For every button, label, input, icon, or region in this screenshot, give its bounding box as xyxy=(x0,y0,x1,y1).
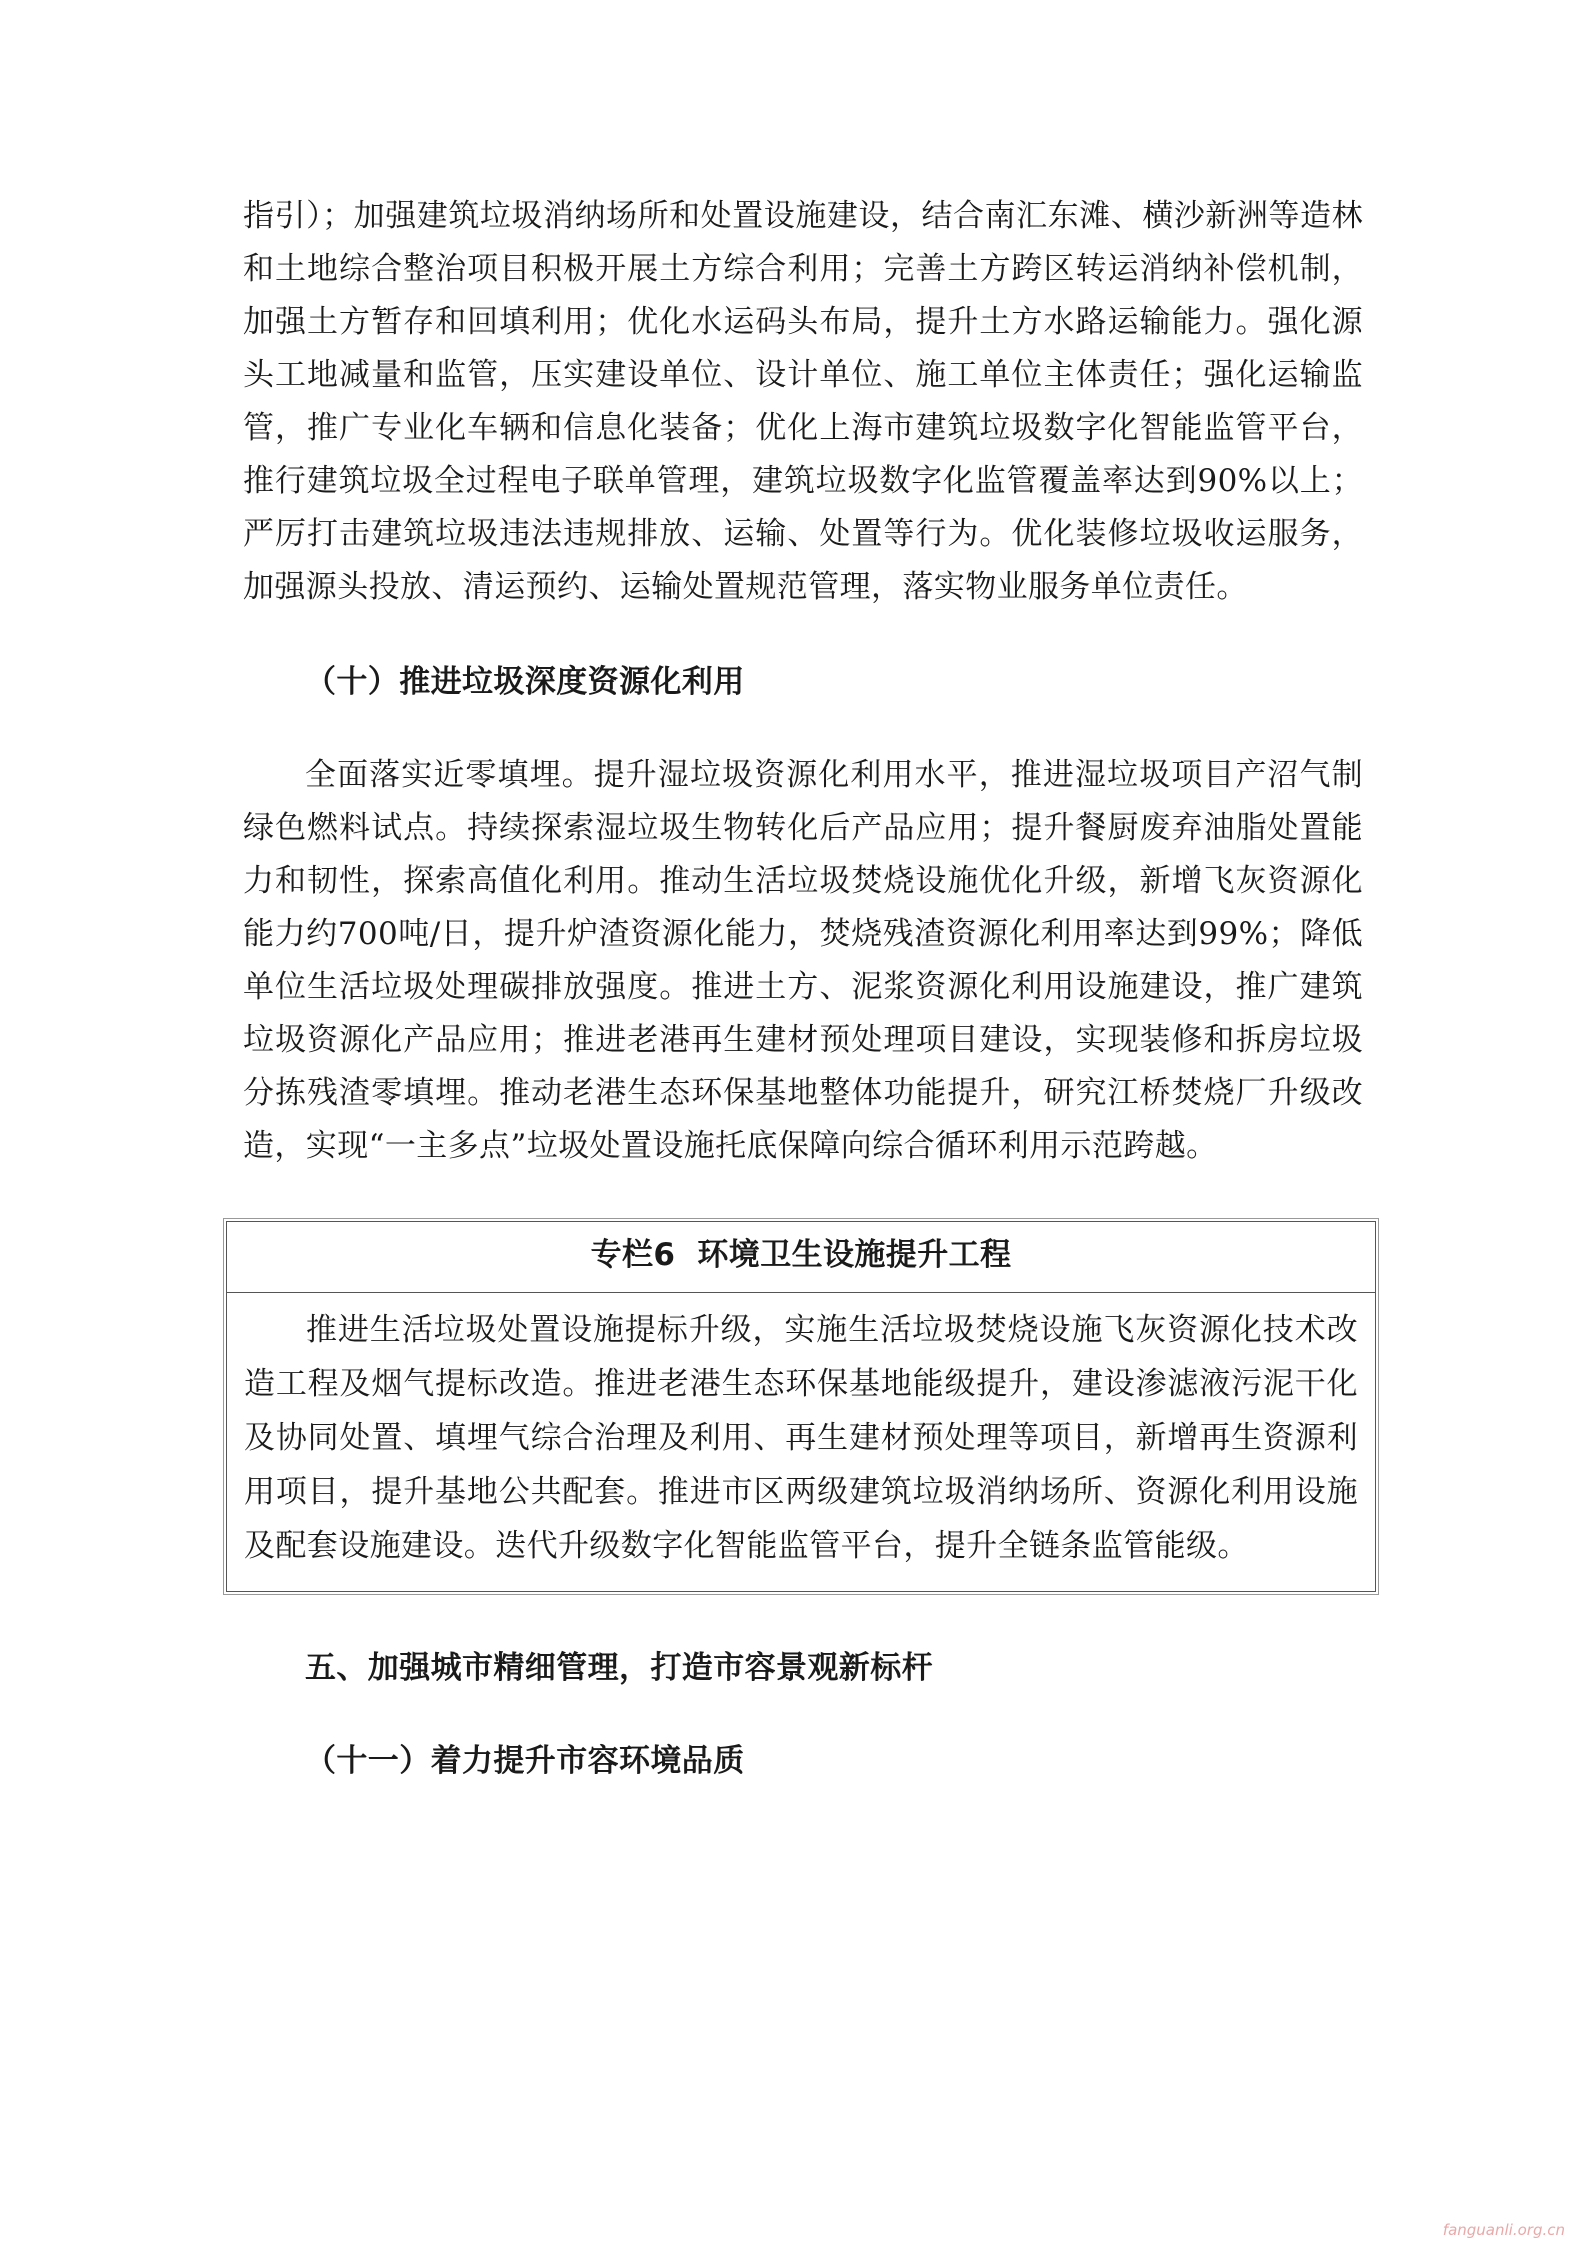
column-box-text: 推进生活垃圾处置设施提标升级，实施生活垃圾焚烧设施飞灰资源化技术改造工程及烟气提标改造。推进老港生态环保基地能级提升，建设渗滤液污泥干化及协同处置、填埋气综合治理及利用、再生建材预处理等项目，新增再生资源利用项目，提升基地公共配套。推进市区两级建筑垃圾消纳场所、资源化利用设施及配套设施建设。迭代升级数字化智能监管平台，提升全链条监管能级。 xyxy=(244,1312,1358,1564)
column-box-body xyxy=(227,1293,1375,1591)
paragraph-construction-waste: 指引）；加强建筑垃圾消纳场所和处置设施建设，结合南汇东滩、横沙新洲等造林和土地综合整治项目积极开展土方综合利用；完善土方跨区转运消纳补偿机制，加强土方暂存和回填利用；优化水运码头布局，提升土方水路运输能力。强化源头工地减量和监管，压实建设单位、设计单位、施工单位主体责任；强化运输监管，推广专业化车辆和信息化装备；优化上海市建筑垃圾数字化智能监管平台，推行建筑垃圾全过程电子联单管理，建筑垃圾数字化监管覆盖率达到90%以上；严厉打击建筑垃圾违法违规排放、运输、处置等行为。优化装修垃圾收运服务，加强源头投放、清运预约、运输处置规范管理，落实物业服务单位责任。 xyxy=(243,198,1363,605)
chapter-heading-5: 五、加强城市精细管理，打造市容景观新标杆 xyxy=(305,1650,933,1686)
column-title: 环境卫生设施提升工程 xyxy=(697,1237,1012,1273)
column-number: 6 xyxy=(653,1237,676,1273)
section-heading-10: （十）推进垃圾深度资源化利用 xyxy=(305,664,745,700)
column-box-title xyxy=(227,1222,1375,1293)
column-label: 专栏 xyxy=(590,1237,654,1273)
site-watermark: fanguanli.org.cn xyxy=(1442,2221,1565,2239)
section-heading-11: （十一）着力提升市容环境品质 xyxy=(305,1743,745,1779)
paragraph-resource-utilization: 全面落实近零填埋。提升湿垃圾资源化利用水平，推进湿垃圾项目产沼气制绿色燃料试点。持续探索湿垃圾生物转化后产品应用；提升餐厨废弃油脂处置能力和韧性，探索高值化利用。推动生活垃圾焚烧设施优化升级，新增飞灰资源化能力约700吨/日，提升炉渣资源化能力，焚烧残渣资源化利用率达到99%；降低单位生活垃圾处理碳排放强度。推进土方、泥浆资源化利用设施建设，推广建筑垃圾资源化产品应用；推进老港再生建材预处理项目建设，实现装修和拆房垃圾分拣残渣零填埋。推动老港生态环保基地整体功能提升，研究江桥焚烧厂升级改造，实现“一主多点”垃圾处置设施托底保障向综合循环利用示范跨越。 xyxy=(243,757,1363,1164)
page-content xyxy=(243,190,1363,1788)
column-box-6 xyxy=(226,1221,1376,1592)
